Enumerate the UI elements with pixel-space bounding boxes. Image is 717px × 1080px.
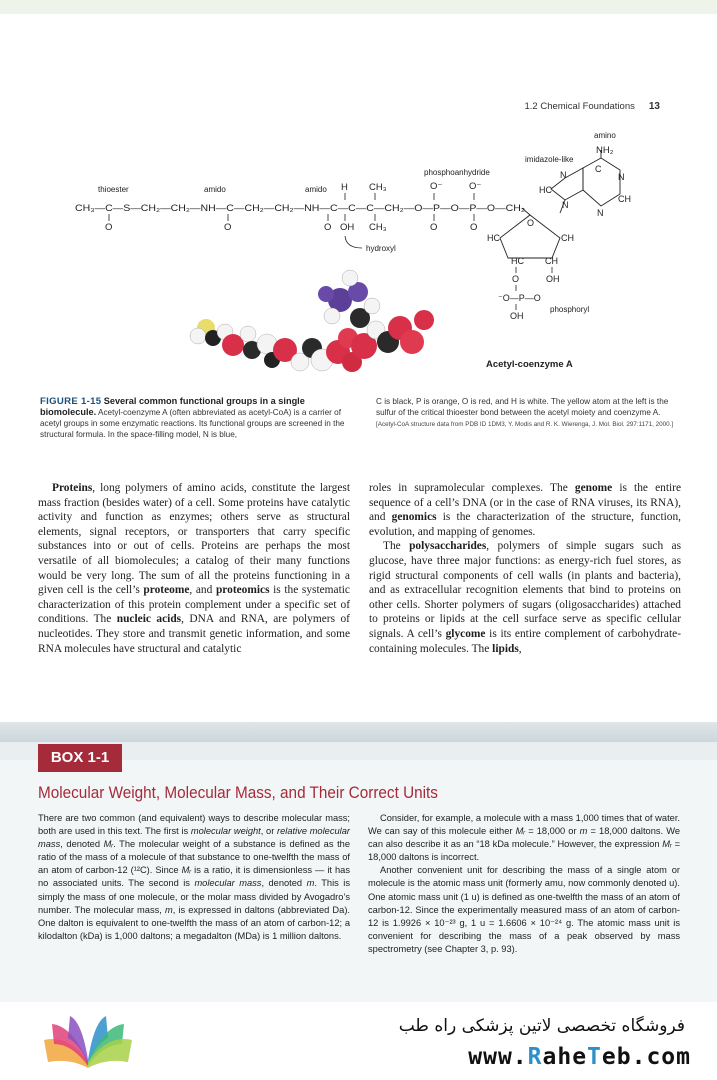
oh-phosphoryl: OH xyxy=(510,311,524,321)
box-top-band xyxy=(0,722,717,742)
text: , polymers of simple sugars such as glucose, have three major functions: as energy-rich fuel stores, as rigid structural components of cell walls (in plants and bacteria), and as extracellular recognition elements that bind to proteins on other cells. Shorter polymers of sugars (oligosaccharides) attached to proteins or lipids at the cell surface serve as specific cellular signals. A cell’s xyxy=(369,540,681,640)
running-head xyxy=(420,101,660,112)
store-name-persian: فروشگاه تخصصی لاتین پزشکی راه طب xyxy=(398,1016,685,1036)
ch3-top: CH₃ xyxy=(369,182,387,193)
text: = 18,000 daltons. We can also describe it as an “18 kDa molecule.” However, the expression xyxy=(368,826,680,850)
term: relative molecular mass xyxy=(38,826,350,850)
url-part: T xyxy=(587,1044,602,1070)
label-phosphoanhydride: phosphoanhydride xyxy=(424,168,490,177)
n-adenine-4: N xyxy=(597,208,604,218)
section-title: 1.2 Chemical Foundations xyxy=(524,101,635,112)
space-filling-model xyxy=(190,270,434,372)
store-url[interactable] xyxy=(468,1044,691,1070)
box-column-left xyxy=(38,812,350,943)
text: , xyxy=(518,642,522,655)
formula-chain: CH₃—C—S—CH₂—CH₂—NH—C—CH₂—CH₂—NH—C—C—C—CH₂—O—P—O—P—O—CH₂ xyxy=(75,203,526,214)
text: = 18,000 daltons is incorrect. xyxy=(368,839,680,863)
term-proteomics: proteomics xyxy=(215,584,270,597)
label-amido-1: amido xyxy=(204,185,226,194)
paragraph-proteins xyxy=(38,481,350,656)
symbol: m xyxy=(164,904,173,915)
term-glycome: glycome xyxy=(445,627,486,640)
text: = 18,000 or xyxy=(525,826,580,837)
ch-ribose-2: CH xyxy=(545,256,558,266)
o-bridge: O xyxy=(512,274,520,284)
box-paragraph-3: Another convenient unit for describing the mass of a single atom or molecule is the atomic mass unit (formerly amu, now commonly denoted u). One atomic mass unit (1 u) is defined as one-twelfth the mass of an atom of carbon-12. Since the experimentally measured mass of an atom of carbon-12 is 1.9926 × 10⁻²³ g, 1 u = 1.6606 × 10⁻²⁴ g. The atomic mass unit is convenient for describing the mass of a peak observed by mass spectrometry (see Chapter 3, p. 93). xyxy=(368,865,680,954)
symbol: Mᵣ xyxy=(181,865,192,876)
figure-title: Several common functional groups in a single biomolecule. xyxy=(40,396,305,417)
n-adenine-1: N xyxy=(560,170,567,180)
box-tab: BOX 1-1 xyxy=(38,744,122,772)
label-amino: amino xyxy=(594,131,616,140)
symbol: m xyxy=(579,826,588,837)
text: is its entire complement of carbohydrate-containing molecules. The xyxy=(369,627,681,655)
text: , denoted xyxy=(60,839,104,850)
text: is the entire sequence of a cell’s DNA (or in the case of RNA viruses, its RNA), and xyxy=(369,482,681,524)
o-phos-1: O xyxy=(430,222,438,233)
symbol: Mᵣ xyxy=(662,839,672,850)
text: . This is simply the mass of one molecule, or the molar mass divided by Avogadro’s number. The molecular mass, xyxy=(38,878,350,915)
ch-ribose-1: CH xyxy=(561,233,574,243)
box-column-right xyxy=(368,812,680,956)
url-part: com xyxy=(646,1044,691,1070)
hc-ribose-1: HC xyxy=(487,233,500,243)
o-ring: O xyxy=(527,218,535,228)
text: is a ratio, it is dimensionless — it has no associated units. The second is xyxy=(38,865,350,889)
text: , denoted xyxy=(261,878,307,889)
o-amido-1: O xyxy=(224,222,232,233)
nh2-group: NH₂ xyxy=(596,145,614,156)
term-polysaccharides: polysaccharides xyxy=(409,540,487,553)
o-minus-1: O⁻ xyxy=(430,181,443,192)
box-paragraph-1 xyxy=(38,812,350,943)
label-phosphoryl: phosphoryl xyxy=(550,305,590,314)
caption-text-right: C is black, P is orange, O is red, and H is white. The yellow atom at the left is the sulfur of the critical thioester bond between the acetyl moiety and coenzyme A. xyxy=(376,397,669,417)
term-proteins: Proteins xyxy=(52,482,93,494)
term-nucleic-acids: nucleic acids xyxy=(116,613,182,626)
c-adenine: C xyxy=(595,164,602,174)
n-adenine-2: N xyxy=(562,200,569,210)
symbol: m xyxy=(306,878,315,889)
box-title: Molecular Weight, Molecular Mass, and Their Correct Units xyxy=(38,783,438,802)
url-part: www. xyxy=(468,1044,528,1070)
body-column-left xyxy=(38,481,350,656)
o-minus-2: O⁻ xyxy=(469,181,482,192)
h-atom: H xyxy=(341,182,348,193)
caption-text-left: Acetyl-coenzyme A (often abbreviated as acetyl-CoA) is a carrier of acetyl groups in some enzymatic reactions. Its functional groups are screened in the structural formula. In the space-filling model, N is blue, xyxy=(40,408,345,439)
text: , or xyxy=(260,826,278,837)
text: roles in supramolecular complexes. The xyxy=(369,482,575,494)
text: . The molecular weight of a substance is defined as the ratio of the mass of a molecule of that substance to one-twelfth the mass of an atom of carbon-12 (¹²C). Since xyxy=(38,839,350,876)
text: Consider, for example, a molecule with a mass 1,000 times that of water. We can say of this molecule either xyxy=(368,813,680,837)
label-amido-2: amido xyxy=(305,185,327,194)
text: , DNA and RNA, are polymers of nucleotides. They store and transmit genetic information, and some RNA molecules have structural and catalytic xyxy=(38,613,350,655)
url-part: ahe xyxy=(542,1044,588,1070)
symbol: Mᵣ xyxy=(103,839,114,850)
paragraph-genome xyxy=(369,481,681,539)
label-imidazole: imidazole-like xyxy=(525,155,574,164)
caption-left xyxy=(40,396,353,440)
body-column-right xyxy=(369,481,681,656)
oh-group: OH xyxy=(340,222,355,233)
caption-credit: [Acetyl-CoA structure data from PDB ID 1DM3, Y. Modis and R. K. Wierenga, J. Mol. Biol. 297:1171, 2000.] xyxy=(376,421,674,428)
term: molecular mass xyxy=(194,878,262,889)
molecule-name: Acetyl-coenzyme A xyxy=(486,359,573,370)
term: molecular weight xyxy=(190,826,261,837)
phosphate-group: ⁻O—P—O xyxy=(498,293,541,303)
o-amido-2: O xyxy=(324,222,332,233)
paragraph-polysaccharides xyxy=(369,539,681,656)
term-genome: genome xyxy=(574,482,613,494)
figure-label: FIGURE 1-15 xyxy=(40,396,102,407)
term-genomics: genomics xyxy=(391,511,437,524)
label-thioester: thioester xyxy=(98,185,129,194)
figure-acetyl-coa xyxy=(0,120,717,390)
url-part: R xyxy=(527,1044,543,1070)
page-number: 13 xyxy=(648,101,660,112)
text: , and xyxy=(189,584,216,597)
text: , long polymers of amino acids, constitute the largest mass fraction (besides water) of a cell. Some proteins have catalytic activity and function as enzymes; others serve as structural elements, signal receptors, or transporters that carry specific substances into or out of cells. Proteins are perhaps the most versatile of all biomolecules; a catalog of their many functions would be very long. The sum of all the proteins functioning in a given cell is the cell’s xyxy=(38,482,350,597)
term-proteome: proteome xyxy=(143,584,190,597)
o-phos-2: O xyxy=(470,222,478,233)
symbol: Mᵣ xyxy=(515,826,526,837)
top-strip xyxy=(0,0,717,14)
caption-right xyxy=(376,396,681,430)
url-part: eb. xyxy=(601,1044,647,1070)
box-paragraph-2 xyxy=(368,812,680,864)
hc-adenine: HC xyxy=(539,185,552,195)
text: is the characterization of the structure, function, evolution, and mapping of genomes. xyxy=(369,511,682,538)
label-hydroxyl: hydroxyl xyxy=(366,244,396,253)
ch3-bottom: CH₃ xyxy=(369,222,387,233)
hc-ribose-2: HC xyxy=(511,256,524,266)
n-adenine-3: N xyxy=(618,172,625,182)
text: There are two common (and equivalent) ways to describe molecular mass; both are used in this text. The first is xyxy=(38,813,350,837)
o-thioester: O xyxy=(105,222,113,233)
text: The xyxy=(383,540,410,553)
text: , is expressed in daltons (abbreviated Da). One dalton is equivalent to one-twelfth the mass of an atom of carbon-12; a kilodalton (kDa) is 1,000 daltons; a megadalton (MDa) is 1 million daltons. xyxy=(38,904,350,941)
ch-adenine: CH xyxy=(618,194,631,204)
term-lipids: lipids xyxy=(492,642,519,655)
open-book-logo-icon xyxy=(38,1014,138,1070)
oh-ribose: OH xyxy=(546,274,560,284)
text: is the systematic characterization of this protein complement under a specific set of conditions. The xyxy=(38,584,350,626)
